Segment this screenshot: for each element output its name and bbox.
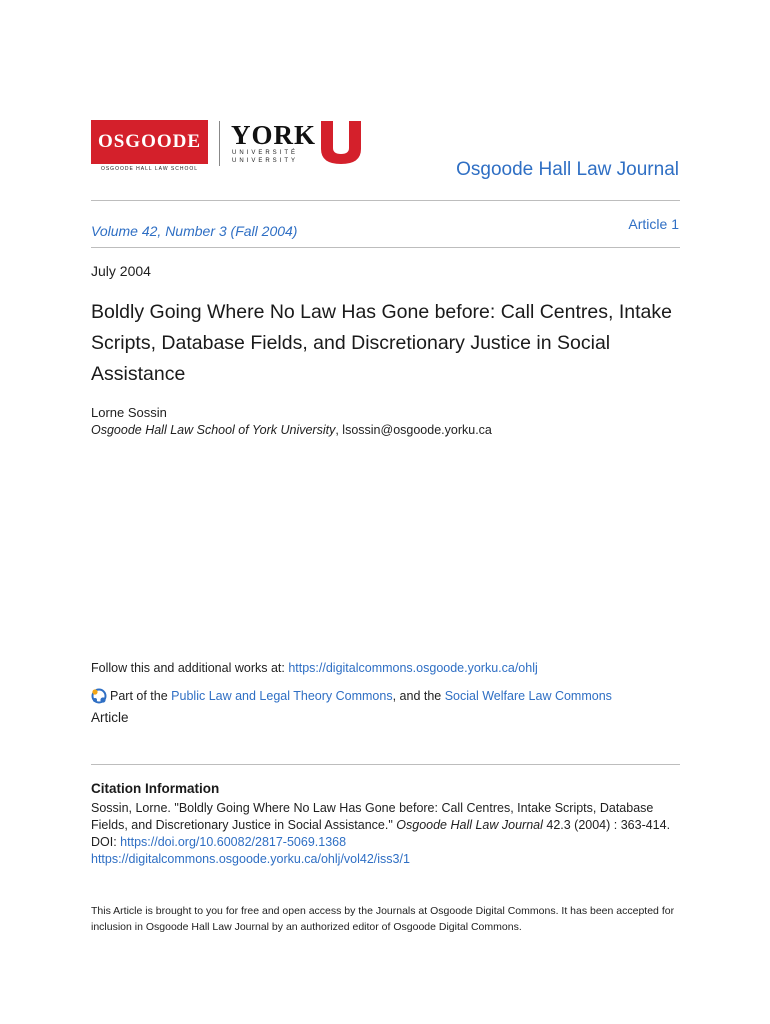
- citation-body: [91, 800, 681, 868]
- citation-heading: Citation Information: [91, 781, 220, 796]
- article-type-label: Article: [91, 710, 129, 725]
- part-of-label: Part of the: [110, 689, 168, 703]
- journal-title-link[interactable]: Osgoode Hall Law Journal: [456, 159, 679, 180]
- header-divider: [91, 200, 680, 201]
- follow-label: Follow this and additional works at:: [91, 661, 289, 675]
- follow-url-link[interactable]: https://digitalcommons.osgoode.yorku.ca/ohlj: [288, 661, 538, 675]
- york-logo-univ-en: UNIVERSITY: [232, 158, 299, 164]
- citation-text: Sossin, Lorne. "Boldly Going Where No Law Has Gone before: Call Centres, Intake Scripts, Database Fields, and Discretionary Justice in Social Assistance.": [91, 801, 654, 832]
- issue-divider: [91, 247, 680, 248]
- affiliation-name: Osgoode Hall Law School of York University: [91, 423, 336, 437]
- osgoode-logo-subtitle: OSGOODE HALL LAW SCHOOL: [100, 166, 199, 172]
- osgoode-logo[interactable]: [91, 120, 208, 172]
- article-title: Boldly Going Where No Law Has Gone before: Call Centres, Intake Scripts, Database Fields, and Discretionary Justice in Social Assistance: [91, 301, 672, 385]
- citation-volume-pages: 42.3 (2004) : 363-414.: [542, 818, 671, 832]
- doi-label: DOI:: [91, 835, 121, 849]
- logo-divider: [219, 121, 220, 166]
- citation-divider: [91, 764, 680, 765]
- article-number-link[interactable]: Article 1: [628, 216, 679, 232]
- affiliation-separator: ,: [335, 423, 343, 437]
- author-affiliation: [91, 423, 492, 437]
- publication-date: July 2004: [91, 263, 151, 279]
- doi-link[interactable]: https://doi.org/10.60082/2817-5069.1368: [120, 835, 347, 849]
- york-logo-text: YORK: [231, 120, 316, 150]
- and-the-label: , and the: [392, 689, 445, 703]
- public-law-commons-link[interactable]: Public Law and Legal Theory Commons: [171, 689, 393, 703]
- follow-line: [91, 661, 538, 675]
- author-name: Lorne Sossin: [91, 405, 167, 420]
- osgoode-logo-text: OSGOODE: [91, 120, 208, 164]
- part-of-line: [91, 688, 612, 704]
- permalink-link[interactable]: https://digitalcommons.osgoode.yorku.ca/ohlj/vol42/iss3/1: [91, 852, 410, 866]
- author-email: lsossin@osgoode.yorku.ca: [342, 423, 492, 437]
- york-logo-univ-fr: UNIVERSITÉ: [232, 150, 299, 156]
- social-welfare-commons-link[interactable]: Social Welfare Law Commons: [444, 689, 612, 703]
- network-commons-icon: [91, 688, 107, 704]
- access-notice: This Article is brought to you for free and open access by the Journals at Osgoode Digital Commons. It has been accepted for inclusion in Osgoode Hall Law Journal by an authorized editor of Osgoode Digital Commons.: [91, 905, 675, 933]
- york-u-mark-icon: [318, 120, 364, 165]
- volume-link[interactable]: Volume 42, Number 3 (Fall 2004): [91, 223, 298, 239]
- citation-journal: Osgoode Hall Law Journal: [396, 818, 543, 832]
- york-university-logo[interactable]: [231, 120, 365, 168]
